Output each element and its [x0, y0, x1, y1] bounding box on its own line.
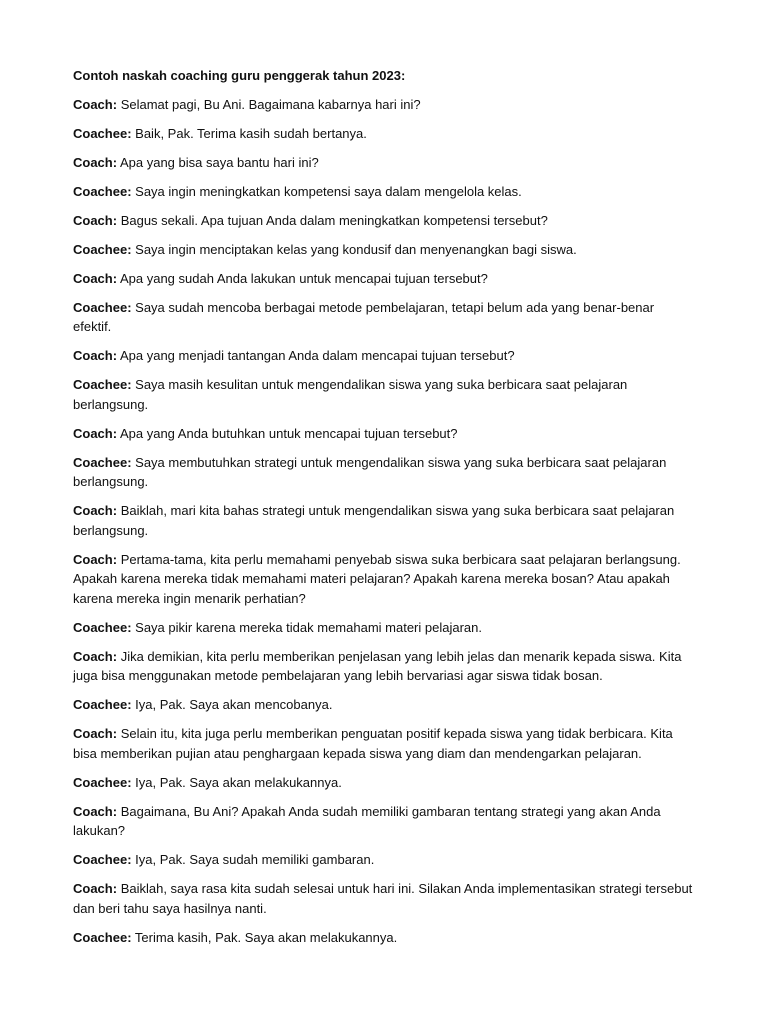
speaker-label: Coachee:	[73, 299, 132, 315]
speaker-label: Coach:	[73, 96, 118, 112]
speaker-label: Coachee:	[73, 619, 132, 635]
dialogue-turn	[73, 298, 693, 337]
dialogue-turn	[73, 269, 693, 289]
speaker-label: Coachee:	[73, 125, 132, 141]
dialogue-turn	[73, 124, 693, 144]
speaker-label: Coach:	[73, 212, 118, 228]
speaker-label: Coach:	[73, 551, 118, 567]
utterance-text: Saya masih kesulitan untuk mengendalikan siswa yang suka berbicara saat pelajaran berlangsung.	[73, 377, 628, 412]
speaker-label: Coach:	[73, 803, 118, 819]
dialogue-turn	[73, 618, 693, 638]
dialogue-turn	[73, 346, 693, 366]
utterance-text: Baik, Pak. Terima kasih sudah bertanya.	[135, 125, 367, 141]
dialogue-turn	[73, 424, 693, 444]
speaker-label: Coachee:	[73, 697, 132, 712]
document-title: Contoh naskah coaching guru penggerak tahun 2023:	[73, 68, 406, 83]
speaker-label: Coach:	[73, 503, 118, 518]
utterance-text: Bagus sekali. Apa tujuan Anda dalam meningkatkan kompetensi tersebut?	[120, 212, 548, 228]
dialogue-turn	[73, 647, 693, 686]
speaker-label: Coachee:	[73, 929, 132, 945]
dialogue-turn	[73, 802, 693, 841]
dialogue-turn	[73, 773, 693, 793]
utterance-text: Selamat pagi, Bu Ani. Bagaimana kabarnya hari ini?	[120, 96, 421, 112]
dialogue-turn	[73, 850, 693, 870]
utterance-text: Saya ingin meningkatkan kompetensi saya dalam mengelola kelas.	[135, 183, 522, 199]
dialogue-turn	[73, 453, 693, 492]
dialogue-list	[73, 95, 693, 948]
utterance-text: Terima kasih, Pak. Saya akan melakukannya.	[134, 929, 398, 945]
dialogue-turn	[73, 375, 693, 414]
dialogue-turn	[73, 153, 693, 173]
utterance-text: Saya pikir karena mereka tidak memahami materi pelajaran.	[135, 619, 482, 635]
speaker-label: Coach:	[73, 726, 118, 741]
utterance-text: Jika demikian, kita perlu memberikan penjelasan yang lebih jelas dan menarik kepada siswa. Kita juga bisa menggunakan metode pembelajaran yang lebih bervariasi agar siswa tidak bosan.	[73, 648, 682, 683]
utterance-text: Pertama-tama, kita perlu memahami penyebab siswa suka berbicara saat pelajaran berlangsung. Apakah karena mereka tidak memahami materi pelajaran? Apakah karena mereka bosan? Atau apakah karena mereka ingin menarik perhatian?	[73, 551, 681, 606]
utterance-text: Apa yang menjadi tantangan Anda dalam mencapai tujuan tersebut?	[119, 348, 515, 363]
dialogue-turn	[73, 724, 693, 763]
utterance-text: Apa yang Anda butuhkan untuk mencapai tujuan tersebut?	[119, 425, 458, 441]
utterance-text: Bagaimana, Bu Ani? Apakah Anda sudah memiliki gambaran tentang strategi yang akan Anda lakukan?	[73, 803, 661, 838]
speaker-label: Coach:	[73, 348, 118, 363]
utterance-text: Iya, Pak. Saya sudah memiliki gambaran.	[135, 852, 375, 867]
speaker-label: Coach:	[73, 154, 118, 170]
utterance-text: Apa yang bisa saya bantu hari ini?	[119, 154, 319, 170]
utterance-text: Saya membutuhkan strategi untuk mengendalikan siswa yang suka berbicara saat pelajaran berlangsung.	[73, 454, 667, 489]
dialogue-turn	[73, 879, 693, 918]
speaker-label: Coachee:	[73, 774, 132, 790]
utterance-text: Iya, Pak. Saya akan melakukannya.	[135, 774, 342, 790]
speaker-label: Coachee:	[73, 377, 132, 392]
speaker-label: Coachee:	[73, 454, 132, 470]
utterance-text: Saya sudah mencoba berbagai metode pembelajaran, tetapi belum ada yang benar-benar efektif.	[73, 299, 655, 334]
speaker-label: Coach:	[73, 425, 118, 441]
utterance-text: Iya, Pak. Saya akan mencobanya.	[135, 697, 333, 712]
utterance-text: Saya ingin menciptakan kelas yang kondusif dan menyenangkan bagi siswa.	[135, 241, 577, 257]
dialogue-turn	[73, 928, 693, 948]
speaker-label: Coachee:	[73, 183, 132, 199]
dialogue-turn	[73, 550, 693, 609]
document-page	[73, 66, 693, 957]
speaker-label: Coach:	[73, 270, 118, 286]
dialogue-turn	[73, 240, 693, 260]
dialogue-turn	[73, 182, 693, 202]
utterance-text: Apa yang sudah Anda lakukan untuk mencapai tujuan tersebut?	[119, 270, 488, 286]
utterance-text: Baiklah, mari kita bahas strategi untuk mengendalikan siswa yang suka berbicara saat pelajaran berlangsung.	[73, 503, 675, 538]
dialogue-turn	[73, 211, 693, 231]
speaker-label: Coachee:	[73, 852, 132, 867]
dialogue-turn	[73, 95, 693, 115]
dialogue-turn	[73, 501, 693, 540]
utterance-text: Selain itu, kita juga perlu memberikan penguatan positif kepada siswa yang tidak berbicara. Kita bisa memberikan pujian atau penghargaan kepada siswa yang diam dan mendengarkan pelajaran.	[73, 726, 673, 761]
dialogue-turn	[73, 695, 693, 715]
speaker-label: Coach:	[73, 648, 118, 664]
speaker-label: Coachee:	[73, 241, 132, 257]
speaker-label: Coach:	[73, 881, 118, 896]
utterance-text: Baiklah, saya rasa kita sudah selesai untuk hari ini. Silakan Anda implementasikan strategi tersebut dan beri tahu saya hasilnya nanti.	[73, 881, 693, 916]
